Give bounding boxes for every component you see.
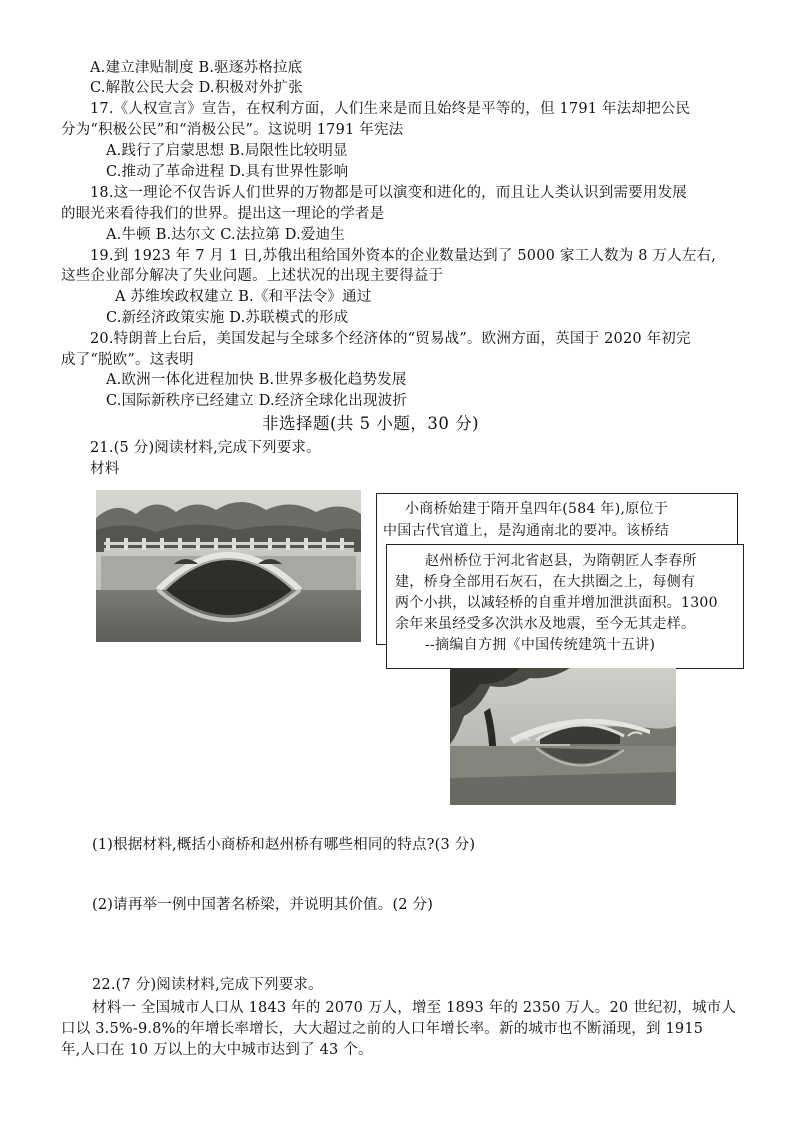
q17-options-line-1: A.践行了启蒙思想 B.局限性比较明显: [106, 143, 348, 159]
q22-material1-line-1: 材料一 全国城市人口从 1843 年的 2070 万人，增至 1893 年的 2350 万人。20 世纪初，城市人: [92, 1000, 737, 1016]
zhaozhou-bridge-photo: [450, 668, 676, 805]
q20-stem-line-1: 20.特朗普上台后，美国发起与全球多个经济体的“贸易战”。欧洲方面，英国于 2020 年初完: [90, 331, 691, 347]
q17-stem-line-2: 分为“积极公民”和“消极公民”。这说明 1791 年宪法: [61, 122, 404, 138]
q17-options-line-2: C.推动了革命进程 D.具有世界性影响: [106, 164, 349, 180]
section-title: 非选择题(共 5 小题，30 分): [262, 414, 480, 433]
q20-stem-line-2: 成了“脱欧”。这表明: [61, 352, 194, 368]
q21-subquestion-2: (2)请再举一例中国著名桥梁，并说明其价值。(2 分): [92, 897, 434, 913]
q20-options-line-1: A.欧洲一体化进程加快 B.世界多极化趋势发展: [106, 372, 407, 388]
q19-stem-line-2: 这些企业部分解决了失业问题。上述状况的出现主要得益于: [61, 268, 444, 284]
q21-stem: 21.(5 分)阅读材料,完成下列要求。: [90, 440, 321, 456]
q19-options-line-1: A 苏维埃政权建立 B.《和平法令》通过: [115, 289, 372, 305]
q17-stem-line-1: 17.《人权宣言》宣告，在权利方面，人们生来是而且始终是平等的，但 1791 年法却把公民: [90, 101, 691, 117]
q21-subquestion-1: (1)根据材料,概括小商桥和赵州桥有哪些相同的特点?(3 分): [92, 837, 476, 853]
q22-stem: 22.(7 分)阅读材料,完成下列要求。: [92, 977, 323, 993]
zhaozhou-source: --摘编自方拥《中国传统建筑十五讲): [425, 637, 656, 653]
q19-stem-line-1: 19.到 1923 年 7 月 1 日,苏俄出租给国外资本的企业数量达到了 5000 家工人数为 8 万人左右,: [90, 248, 717, 264]
zhaozhou-text-line-2: 建，桥身全部用石灰石，在大拱圈之上，每侧有: [395, 574, 696, 590]
q22-material1-line-3: 年,人口在 10 万以上的大中城市达到了 43 个。: [61, 1042, 373, 1058]
zhaozhou-text-line-4: 余年来虽经受多次洪水及地震，至今无其走样。: [395, 616, 696, 632]
xiaoshang-text-line-1: 小商桥始建于隋开皇四年(584 年),原位于: [405, 501, 669, 517]
q22-material1-line-2: 口以 3.5%-9.8%的年增长率增长，大大超过之前的人口年增长率。新的城市也不断涌现，到 1915: [61, 1021, 704, 1037]
q16-options-line-1: A.建立津贴制度 B.驱逐苏格拉底: [90, 60, 303, 76]
q16-options-line-2: C.解散公民大会 D.积极对外扩张: [90, 80, 303, 96]
q18-options: A.牛顿 B.达尔文 C.法拉第 D.爱迪生: [106, 227, 345, 243]
zhaozhou-text-line-3: 两个小拱，以减轻桥的自重并增加泄洪面积。1300: [395, 595, 718, 611]
q20-options-line-2: C.国际新秩序已经建立 D.经济全球化出现波折: [106, 393, 408, 409]
zhaozhou-text-line-1: 赵州桥位于河北省赵县，为隋朝匠人李春所: [425, 553, 697, 569]
xiaoshang-bridge-photo: [96, 490, 361, 642]
q18-stem-line-2: 的眼光来看待我们的世界。提出这一理论的学者是: [61, 206, 385, 222]
xiaoshang-text-line-2: 中国古代官道上，是沟通南北的要冲。该桥结: [383, 523, 669, 539]
zhaozhou-bridge-textbox: [386, 544, 744, 669]
q18-stem-line-1: 18.这一理论不仅告诉人们世界的万物都是可以演变和进化的，而且让人类认识到需要用发展: [90, 185, 687, 201]
q21-material-label: 材料: [90, 461, 120, 477]
q19-options-line-2: C.新经济政策实施 D.苏联模式的形成: [106, 310, 349, 326]
